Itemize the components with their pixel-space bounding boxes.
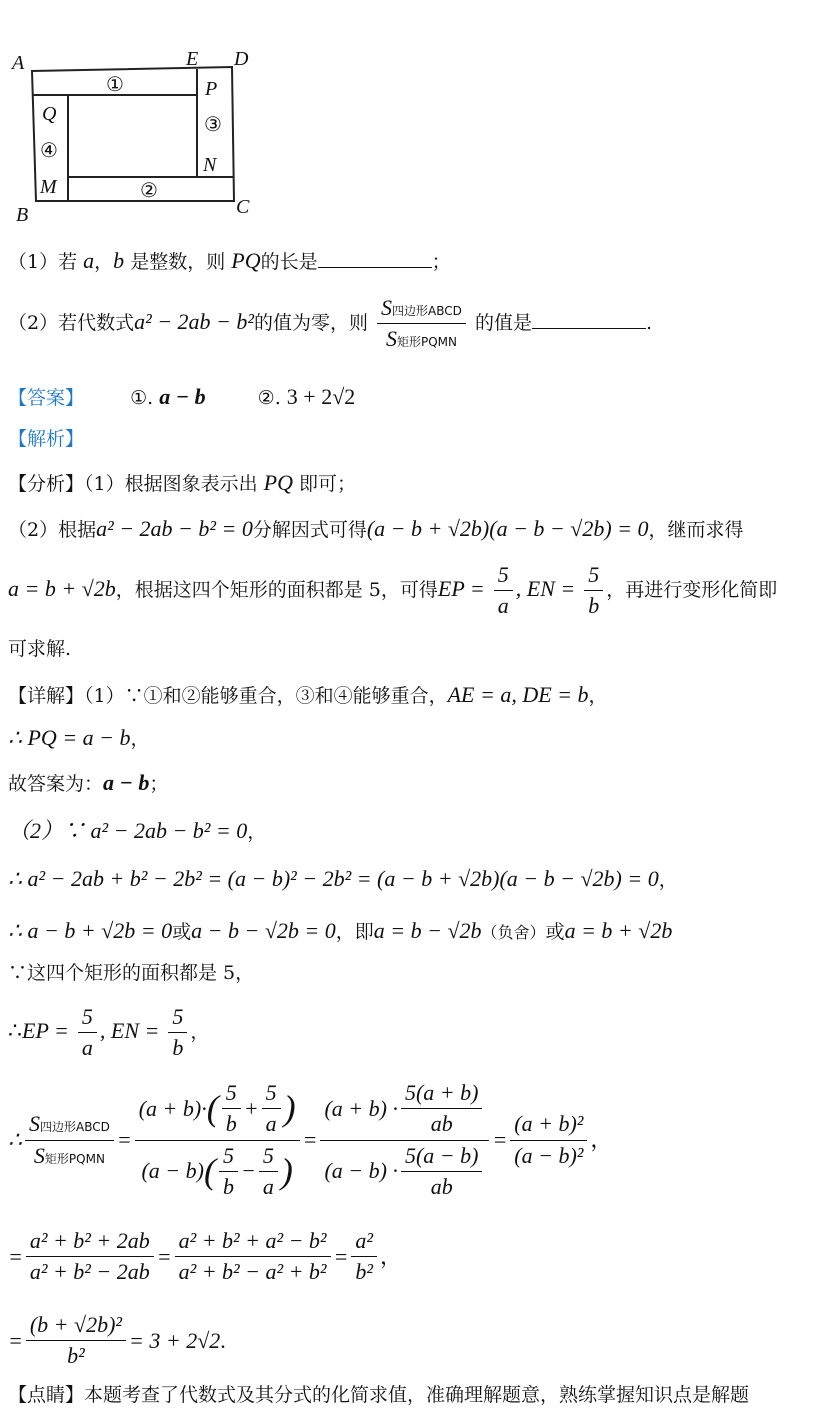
answer-line: 【答案】 ①. a − b ②. 3 + 2√2 (8, 384, 356, 409)
detail-line-5: ∴ a² − 2ab + b² − 2b² = (a − b)² − 2b² = (a − b + √2b)(a − b − √2b) = 0， (8, 866, 678, 891)
detail-line-10: = $\frac{\text{a² + b² + 2ab}}{\text{a² + b² − 2ab}}$ = $\frac{\text{a² + b² + a² − b²}}{\text{a² + b² − a² + b²}}$ = $\frac{\text{a²}}{\text{b²}}$ ， (8, 1228, 403, 1285)
fenxi-line-4: 可求解. (8, 638, 72, 660)
analysis-label: 【解析】 (8, 428, 85, 450)
label-E: E (186, 48, 199, 70)
detail-line-2: ∴ PQ = a − b， (8, 725, 150, 750)
area-ratio-fraction: $\frac{\text{S四边形ABCD}}{\text{S矩形PQMN}}$ (377, 295, 466, 353)
detail-line-9: ∴ $\frac{\text{S四边形ABCD}}{\text{S矩形PQMN}}$ = (a + b) · ( $\frac{5}{b}$ + $\frac{5}{a}$ ) (a − b) ( $\frac{5}{b}$ − $\frac{5}{a}$ ) = (a + b) · $\frac{5(a + b)}{ab}$ (a − b) · $\frac{5(a - b)}{ab}$ = $\frac{\text{(a + b)²}}{\text{(a − b)²}}$ ， (8, 1080, 613, 1200)
fenxi-line-3: a = b + √2b，根据这四个矩形的面积都是 5，可得EP = $\frac{5}{a}$ , EN = $\frac{5}{b}$ ，再进行变形化简即 (8, 562, 778, 619)
detail-line-4: （2）∵ a² − 2ab − b² = 0， (8, 818, 267, 843)
label-B: B (16, 204, 29, 226)
label-N: N (203, 154, 217, 176)
detail-line-7: ∵这四个矩形的面积都是 5， (8, 962, 255, 984)
dianjing-line: 【点睛】本题考查了代数式及其分式的化简求值，准确理解题意，熟练掌握知识点是解题 (8, 1384, 750, 1406)
detail-line-3: 故答案为：a − b； (8, 770, 169, 795)
rectangle-diagram (10, 45, 270, 230)
label-Q: Q (42, 103, 57, 125)
label-C: C (236, 196, 250, 218)
answer-blank-2 (532, 327, 646, 329)
detail-line-11: = $\frac{\text{(b + √2b)²}}{\text{b²}}$ = 3 + 2√2 . (8, 1312, 226, 1369)
detail-line-6: ∴ a − b + √2b = 0或a − b − √2b = 0，即a = b − √2b（负舍）或a = b + √2b (8, 918, 673, 943)
label-P: P (205, 78, 218, 100)
fenxi-line-1: 【分析】（1）根据图象表示出 PQ 即可； (8, 470, 357, 495)
detail-line-1: 【详解】（1）∵①和②能够重合，③和④能够重合，AE = a, DE = b， (8, 682, 608, 707)
circled-3: ③ (204, 114, 222, 136)
circled-1: ① (106, 74, 124, 96)
question-1: （1）若 a，b 是整数，则 PQ的长是 ； (8, 248, 451, 273)
circled-2: ② (140, 180, 158, 202)
label-M: M (40, 176, 57, 198)
circled-4: ④ (40, 140, 58, 162)
answer-blank-1 (318, 266, 432, 268)
detail-line-8: ∴EP = $\frac{5}{a}$ , EN = $\frac{5}{b}$ ， (8, 1004, 210, 1061)
label-A: A (12, 52, 25, 74)
fenxi-line-2: （2）根据a² − 2ab − b² = 0分解因式可得(a − b + √2b)(a − b − √2b) = 0，继而求得 (8, 516, 744, 541)
question-2: （2）若代数式a² − 2ab − b²的值为零，则 $\frac{\text{S四边形ABCD}}{\text{S矩形PQMN}}$ 的值是 . (8, 295, 653, 352)
label-D: D (234, 48, 249, 70)
